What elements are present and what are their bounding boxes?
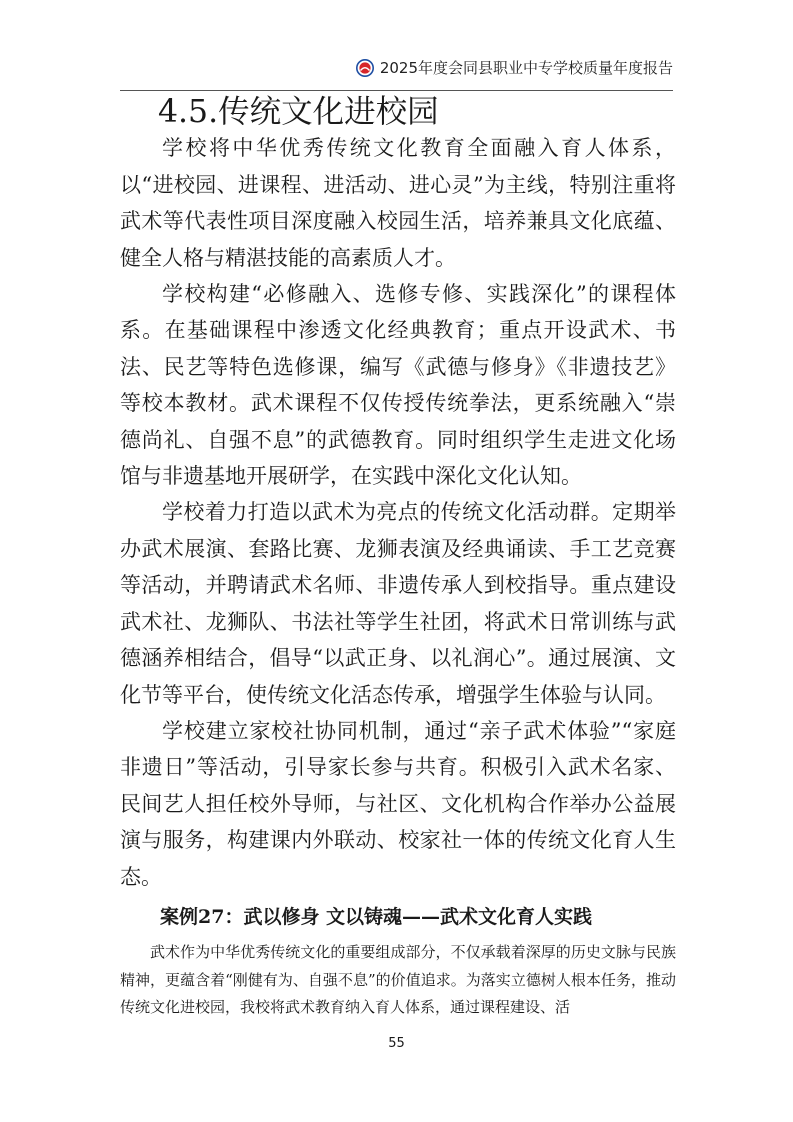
page-number: 55 [388, 1036, 405, 1051]
case-title: 案例27：武以修身 文以铸魂——武术文化育人实践 [160, 906, 593, 928]
section-paragraph-4: 学校建立家校社协同机制，通过“亲子武术体验”“家庭非遗日”等活动，引导家长参与共育。积极引入武术名家、民间艺人担任校外导师，与社区、文化机构合作举办公益展演与服务，构建课内外联动、校家社一体的传统文化育人生态。 [120, 718, 676, 889]
section-heading: 4.5.传统文化进校园 [158, 94, 439, 130]
case-body [120, 939, 676, 1022]
section-paragraph-2: 学校构建“必修融入、选修专修、实践深化”的课程体系。在基础课程中渗透文化经典教育；重点开设武术、书法、民艺等特色选修课，编写《武德与修身》《非遗技艺》等校本教材。武术课程不仅传授传统拳法，更系统融入“崇德尚礼、自强不息”的武德教育。同时组织学生走进文化场馆与非遗基地开展研学，在实践中深化文化认知。 [120, 282, 676, 489]
header-title [356, 57, 673, 78]
section-paragraph-3: 学校着力打造以武术为亮点的传统文化活动群。定期举办武术展演、套路比赛、龙狮表演及经典诵读、手工艺竞赛等活动，并聘请武术名师、非遗传承人到校指导。重点建设武术社、龙狮队、书法社等学生社团，将武术日常训练与武德涵养相结合，倡导“以武正身、以礼润心”。通过展演、文化节等平台，使传统文化活态传承，增强学生体验与认同。 [120, 500, 676, 707]
header-divider [120, 90, 673, 91]
section-4-5 [120, 94, 676, 895]
section-paragraph-1: 学校将中华优秀传统文化教育全面融入育人体系，以“进校园、进课程、进活动、进心灵”为主线，特别注重将武术等代表性项目深度融入校园生活，培养兼具文化底蕴、健全人格与精湛技能的高素质人才。 [120, 136, 676, 270]
school-emblem-icon [356, 59, 374, 77]
page-header [120, 52, 673, 88]
header-title-text: 2025年度会同县职业中专学校质量年度报告 [379, 59, 673, 77]
case-paragraph: 武术作为中华优秀传统文化的重要组成部分，不仅承载着深厚的历史文脉与民族精神，更蕴含着“刚健有为、自强不息”的价值追求。为落实立德树人根本任务，推动传统文化进校园，我校将武术教育纳入育人体系，通过课程建设、活 [120, 943, 676, 1016]
